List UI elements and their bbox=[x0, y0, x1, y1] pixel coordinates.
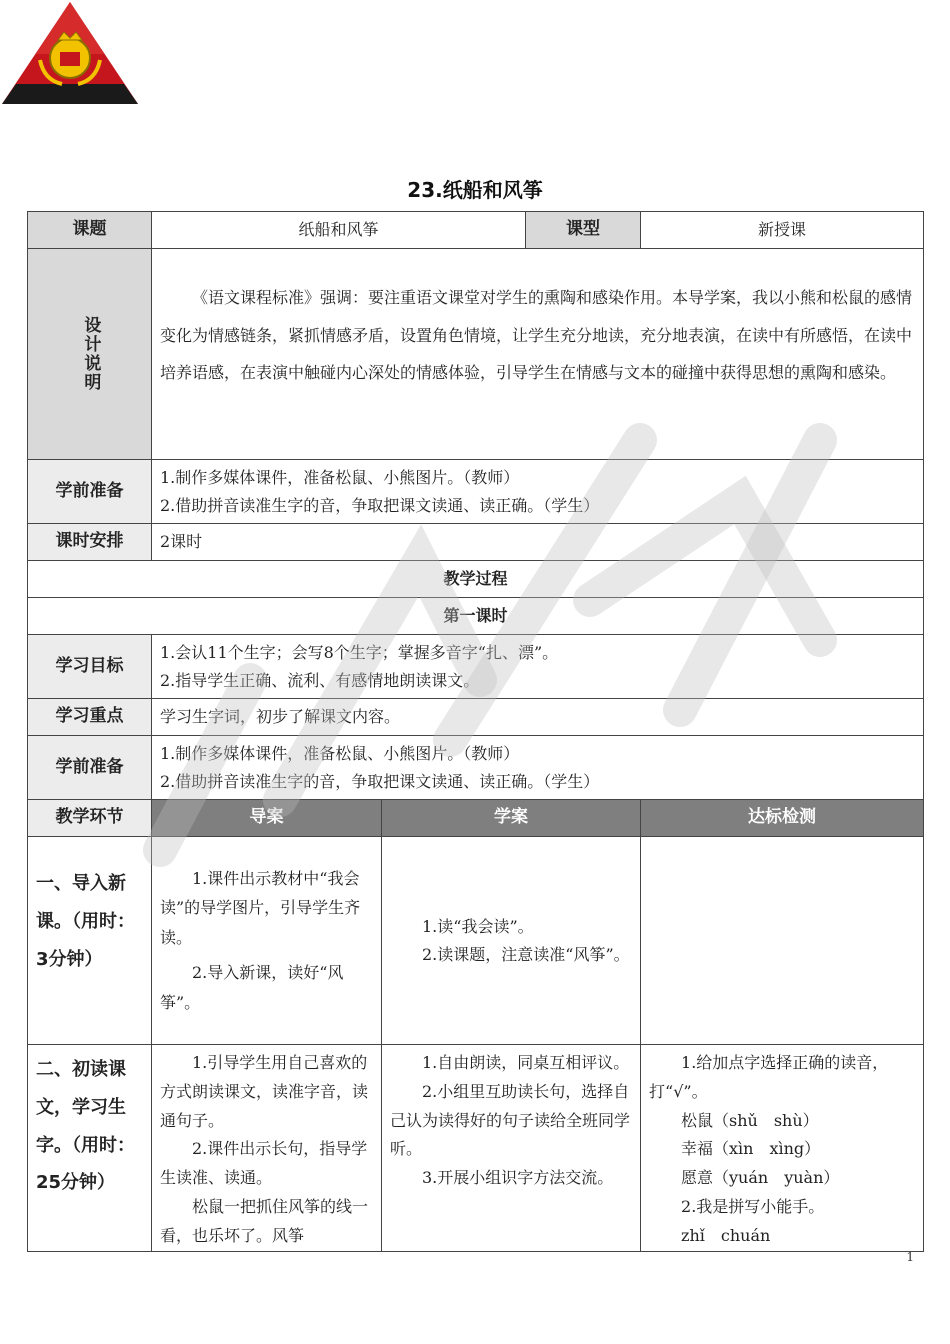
section2-study3: 3.开展小组识字方法交流。 bbox=[422, 1168, 614, 1188]
topic-label: 课题 bbox=[28, 212, 152, 249]
prep2-content bbox=[152, 736, 924, 800]
focus-label: 学习重点 bbox=[28, 699, 152, 736]
design-text-cell bbox=[152, 249, 924, 460]
lesson1-title: 第一课时 bbox=[28, 598, 924, 635]
schedule-value: 2课时 bbox=[152, 524, 924, 561]
section1-guide bbox=[152, 837, 382, 1045]
design-text: 《语文课程标准》强调：要注重语文课堂对学生的熏陶和感染作用。本导学案，我以小熊和松鼠的感情变化为情感链条，紧抓情感矛盾，设置角色情境，让学生充分地读，充分地表演，在读中有所感悟，在读中培养语感，在表演中触碰内心深处的情感体验，引导学生在情感与文本的碰撞中获得思想的熏陶和感染。 bbox=[160, 288, 913, 383]
section2-test bbox=[641, 1045, 924, 1252]
section2-study bbox=[382, 1045, 641, 1252]
section2-guide3: 松鼠一把抓住风筝的线一看，也乐坏了。风筝 bbox=[160, 1196, 369, 1245]
col-study-header: 学案 bbox=[382, 800, 641, 837]
section2-test4: 愿意（yuán yuàn） bbox=[681, 1168, 840, 1188]
section2-guide bbox=[152, 1045, 382, 1252]
design-label-cell bbox=[28, 249, 152, 460]
prep1-label: 学前准备 bbox=[28, 460, 152, 524]
goals-line2: 2.指导学生正确、流利、有感情地朗读课文。 bbox=[160, 670, 480, 690]
prep2-line1: 1.制作多媒体课件，准备松鼠、小熊图片。（教师） bbox=[160, 743, 520, 763]
goals-content bbox=[152, 635, 924, 699]
goals-label: 学习目标 bbox=[28, 635, 152, 699]
prep1-content bbox=[152, 460, 924, 524]
section1-study1: 1.读“我会读”。 bbox=[422, 916, 534, 936]
prep2-label: 学前准备 bbox=[28, 736, 152, 800]
col-stage-header: 教学环节 bbox=[28, 800, 152, 837]
section2-test6: zhǐ chuán bbox=[681, 1225, 771, 1245]
type-value: 新授课 bbox=[641, 212, 924, 249]
prep2-line2: 2.借助拼音读准生字的音，争取把课文读通、读正确。（学生） bbox=[160, 771, 600, 791]
section2-study2: 2.小组里互助读长句，选择自己认为读得好的句子读给全班同学听。 bbox=[390, 1081, 631, 1159]
section2-guide1: 1.引导学生用自己喜欢的方式朗读课文，读准字音，读通句子。 bbox=[160, 1053, 369, 1130]
section1-guide1: 1.课件出示教材中“我会读”的导学图片，引导学生齐读。 bbox=[160, 868, 361, 947]
page-number: 1 bbox=[906, 1250, 914, 1264]
section2-guide2: 2.课件出示长句，指导学生读准、读通。 bbox=[160, 1139, 368, 1188]
prep1-line1: 1.制作多媒体课件，准备松鼠、小熊图片。（教师） bbox=[160, 467, 520, 487]
section1-study bbox=[382, 837, 641, 1045]
section1-guide2: 2.导入新课，读好“风筝”。 bbox=[160, 963, 344, 1012]
lesson-title: 23.纸船和风筝 bbox=[407, 178, 543, 202]
section1-test bbox=[641, 837, 924, 1045]
goals-line1: 1.会认11个生字；会写8个生字；掌握多音字“扎、漂”。 bbox=[160, 642, 559, 662]
section2-stage: 二、初读课文，学习生字。（用时：25分钟） bbox=[28, 1045, 152, 1252]
lesson-plan-table bbox=[27, 211, 924, 1252]
section1-study2: 2.读课题，注意读准“风筝”。 bbox=[422, 944, 630, 964]
section1-stage: 一、导入新课。（用时：3分钟） bbox=[28, 837, 152, 1045]
section2-study1: 1.自由朗读，同桌互相评议。 bbox=[422, 1053, 630, 1072]
type-label: 课型 bbox=[526, 212, 641, 249]
process-title: 教学过程 bbox=[28, 561, 924, 598]
section2-test2: 松鼠（shǔ shù） bbox=[681, 1110, 819, 1130]
section2-test5: 2.我是拼写小能手。 bbox=[681, 1196, 825, 1216]
school-logo bbox=[0, 0, 140, 108]
section2-test3: 幸福（xìn xìng） bbox=[681, 1139, 821, 1159]
focus-value: 学习生字词，初步了解课文内容。 bbox=[152, 699, 924, 736]
schedule-label: 课时安排 bbox=[28, 524, 152, 561]
col-test-header: 达标检测 bbox=[641, 800, 924, 837]
section2-test1: 1.给加点字选择正确的读音，打“√”。 bbox=[649, 1053, 889, 1101]
topic-value: 纸船和风筝 bbox=[152, 212, 526, 249]
prep1-line2: 2.借助拼音读准生字的音，争取把课文读通、读正确。（学生） bbox=[160, 495, 600, 515]
design-label: 设计说明 bbox=[80, 316, 101, 392]
col-guide-header: 导案 bbox=[152, 800, 382, 837]
